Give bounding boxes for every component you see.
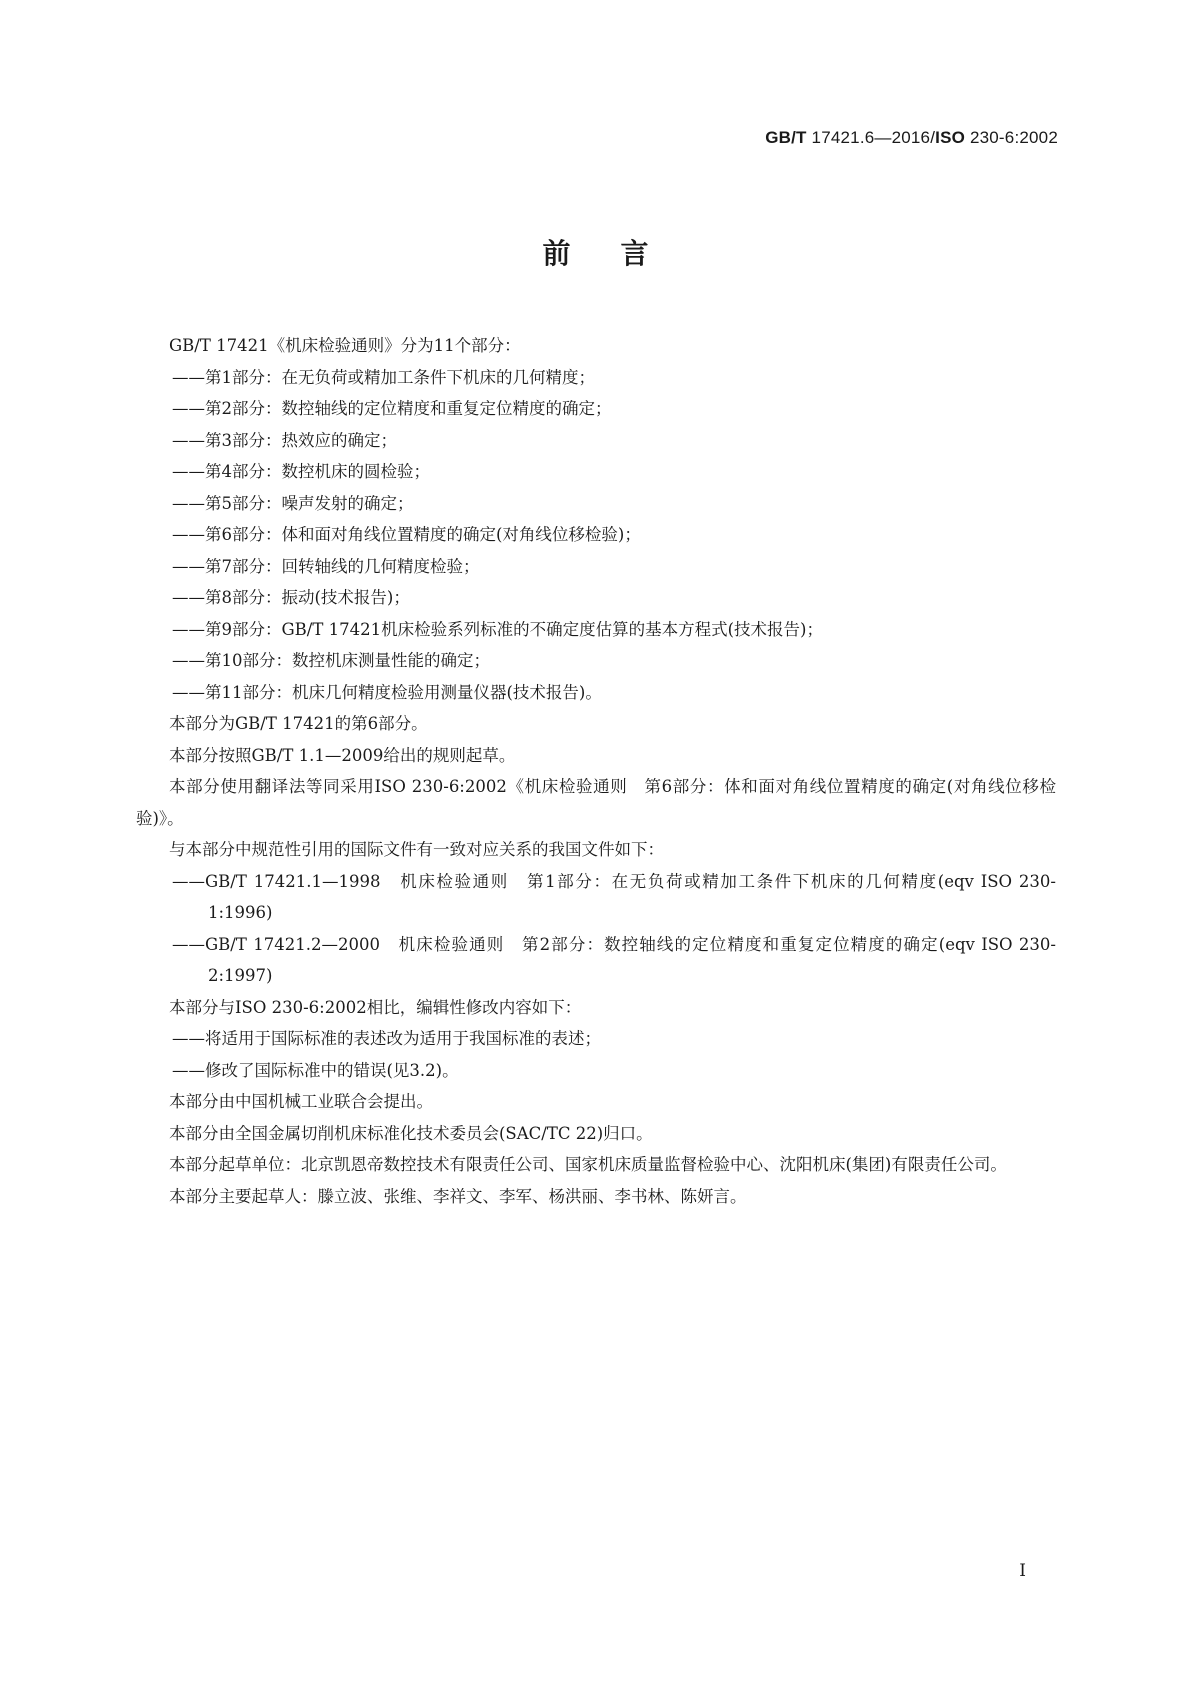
header-iso-number: 230-6:2002: [969, 128, 1058, 147]
list-item: ——修改了国际标准中的错误(见3.2)。: [172, 1060, 459, 1080]
drafting-units-paragraph: 本部分起草单位：北京凯恩帝数控技术有限责任公司、国家机床质量监督检验中心、沈阳机床(集团)有限责任公司。: [169, 1155, 1007, 1174]
refs-list: [136, 866, 1056, 992]
list-item: ——GB/T 17421.2—2000 机床检验通则 第2部分：数控轴线的定位精度和重复定位精度的确定(eqv ISO 230-2:1997): [172, 934, 1056, 985]
header-gb-label: GB/T: [765, 128, 807, 147]
list-item: ——第3部分：热效应的确定；: [172, 430, 397, 450]
list-item: ——第9部分：GB/T 17421机床检验系列标准的不确定度估算的基本方程式(技术报告)；: [172, 619, 823, 639]
foreword-body: [136, 330, 1056, 1212]
rules-paragraph: 本部分按照GB/T 1.1—2009给出的规则起草。: [169, 745, 516, 765]
part6-paragraph: 本部分为GB/T 17421的第6部分。: [169, 714, 428, 733]
page-title: 前言: [542, 237, 699, 270]
page-number: I: [1019, 1561, 1026, 1581]
edits-list: [136, 1023, 1056, 1086]
list-item: ——第7部分：回转轴线的几何精度检验；: [172, 556, 480, 576]
header-gb-number: 17421.6—2016/: [811, 128, 936, 147]
list-item: ——第2部分：数控轴线的定位精度和重复定位精度的确定；: [172, 399, 612, 418]
drafters-paragraph: 本部分主要起草人：滕立波、张维、李祥文、李军、杨洪丽、李书林、陈妍言。: [169, 1186, 747, 1206]
list-item: ——GB/T 17421.1—1998 机床检验通则 第1部分：在无负荷或精加工条件下机床的几何精度(eqv ISO 230-1:1996): [172, 871, 1056, 922]
list-item: ——第4部分：数控机床的圆检验；: [172, 462, 430, 481]
list-item: ——第8部分：振动(技术报告)；: [172, 588, 410, 607]
list-item: ——第6部分：体和面对角线位置精度的确定(对角线位移检验)；: [172, 525, 641, 544]
edit-intro-paragraph: 本部分与ISO 230-6:2002相比，编辑性修改内容如下：: [169, 997, 582, 1017]
list-item: ——第10部分：数控机床测量性能的确定；: [172, 651, 490, 670]
list-item: ——第5部分：噪声发射的确定；: [172, 493, 414, 513]
intro-paragraph: GB/T 17421《机床检验通则》分为11个部分：: [169, 336, 521, 355]
proposed-paragraph: 本部分由中国机械工业联合会提出。: [169, 1092, 433, 1111]
translation-paragraph: 本部分使用翻译法等同采用ISO 230-6:2002《机床检验通则 第6部分：体和面对角线位置精度的确定(对角线位移检验)》。: [136, 777, 1056, 828]
list-item: ——将适用于国际标准的表述改为适用于我国标准的表述；: [172, 1029, 601, 1048]
parts-list: [136, 362, 1056, 709]
header-iso-label: ISO: [935, 128, 966, 147]
refs-intro-paragraph: 与本部分中规范性引用的国际文件有一致对应关系的我国文件如下：: [169, 840, 664, 859]
document-header: [765, 128, 1058, 148]
centralized-paragraph: 本部分由全国金属切削机床标准化技术委员会(SAC/TC 22)归口。: [169, 1123, 653, 1143]
list-item: ——第1部分：在无负荷或精加工条件下机床的几何精度；: [172, 367, 595, 387]
list-item: ——第11部分：机床几何精度检验用测量仪器(技术报告)。: [172, 682, 602, 702]
